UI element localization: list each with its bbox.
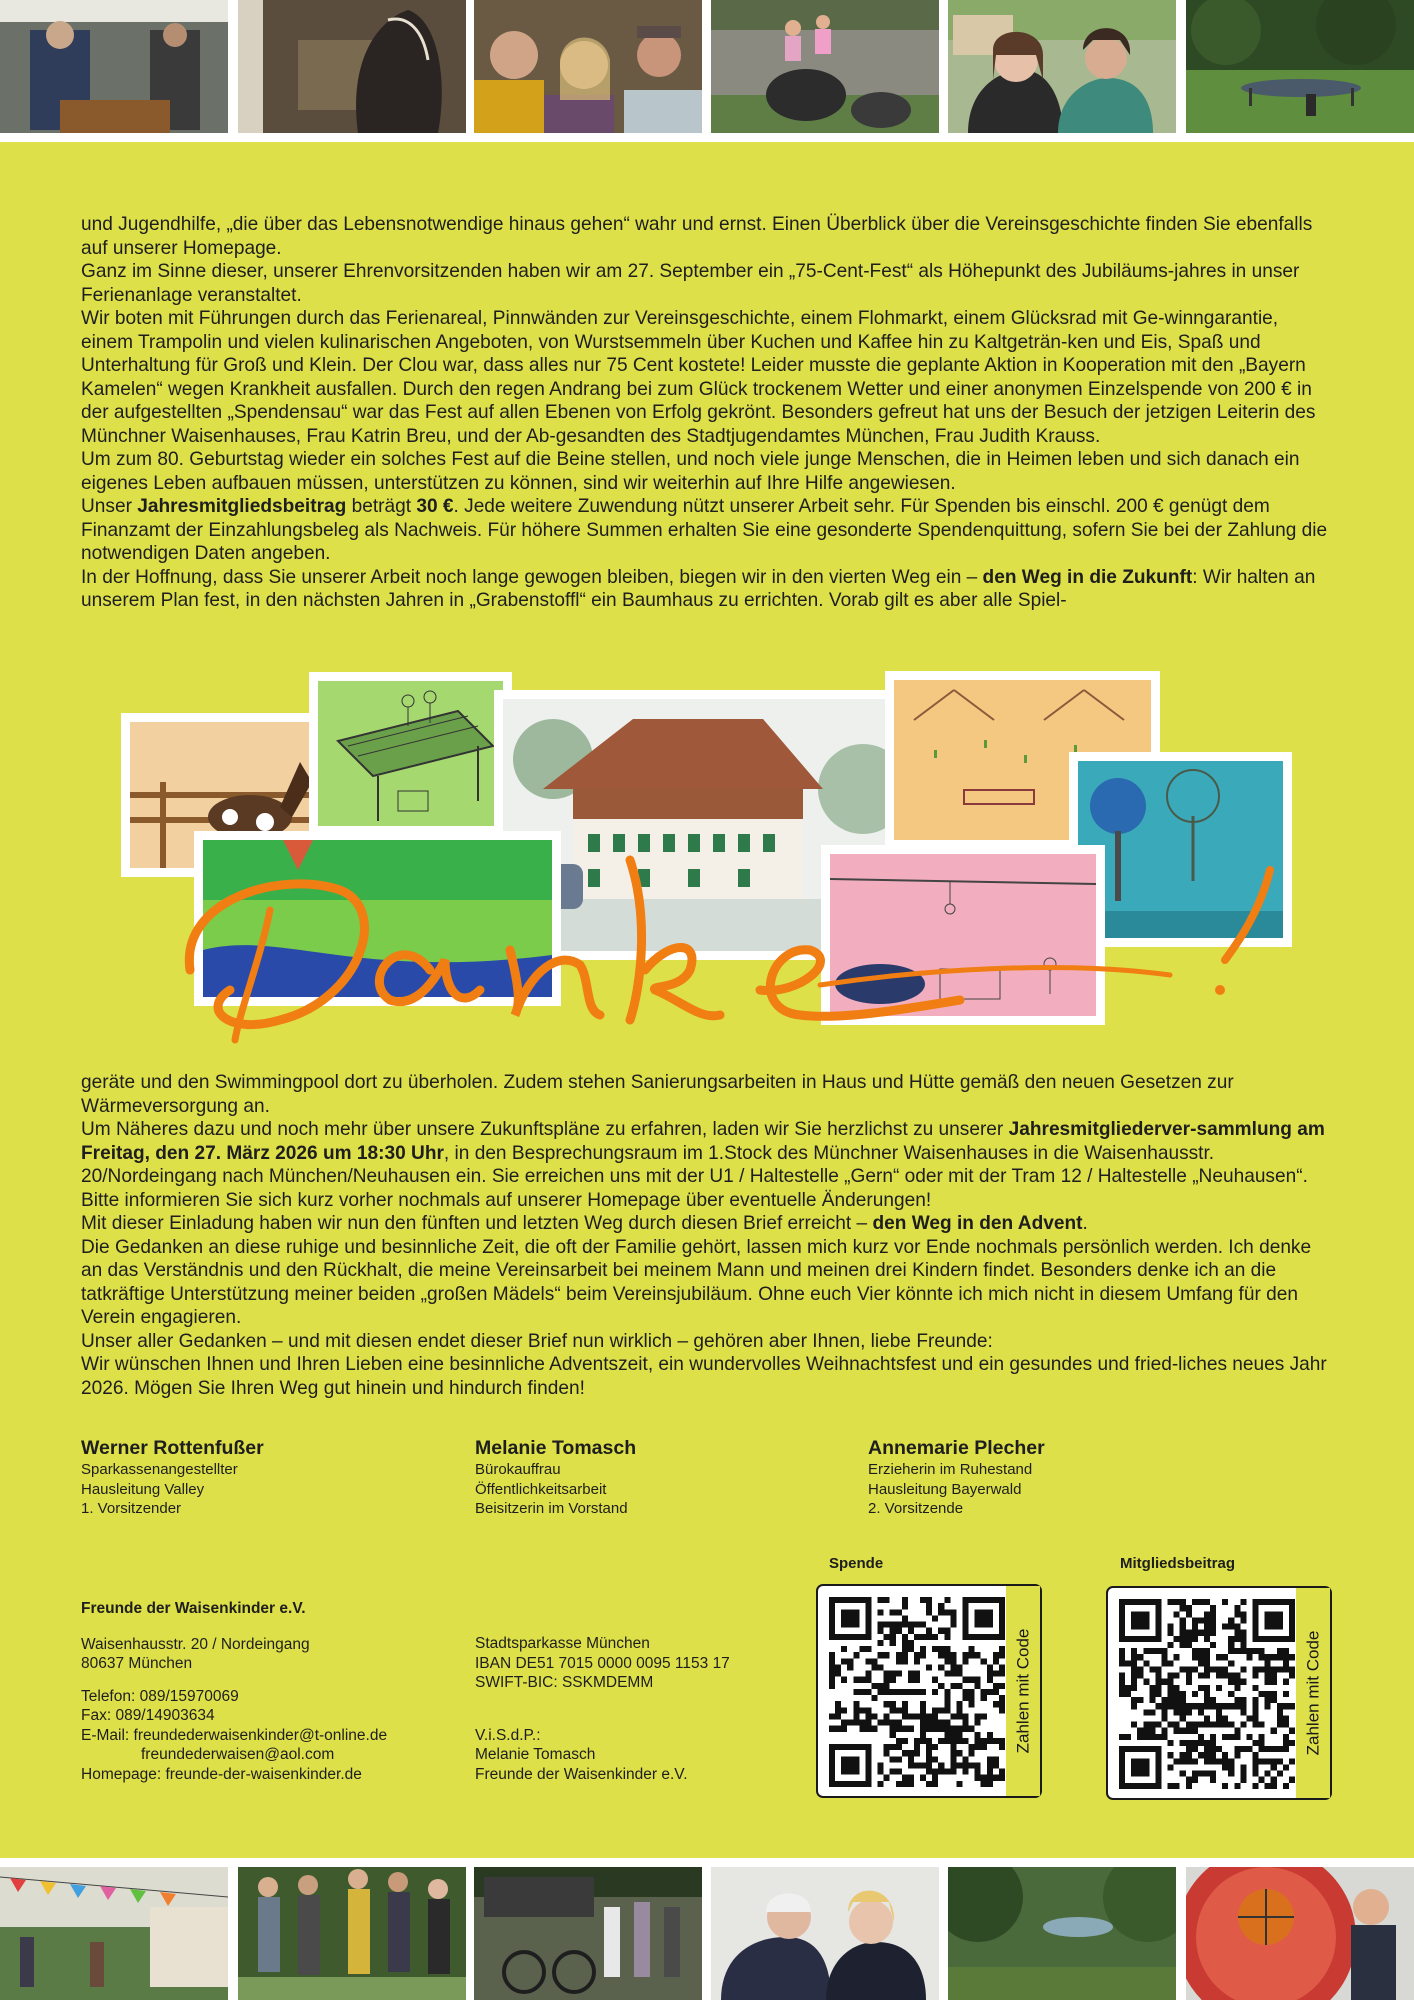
treehouse-drawing xyxy=(309,672,512,835)
visdp-label: V.i.S.d.P.: xyxy=(475,1726,541,1744)
qr-code-spende[interactable] xyxy=(816,1584,1042,1798)
phone-number: Telefon: 089/15970069 xyxy=(81,1687,239,1705)
signatory-role: Beisitzerin im Vorstand xyxy=(475,1500,628,1517)
letter-text-upper xyxy=(81,213,1333,613)
email-secondary[interactable]: freundederwaisen@aol.com xyxy=(141,1746,335,1763)
paragraph: In der Hoffnung, dass Sie unserer Arbeit noch lange gewogen bleiben, biegen wir in den vierten Weg ein – den Weg in die Zukunft: Wir halten an unserem Plan fest, in den nächsten Jahren in „Grabenstoffl“ ein Baumhaus zu errichten. Vorab gilt es aber alle Spiel- xyxy=(81,566,1316,611)
paragraph: Mit dieser Einladung haben wir nun den fünften und letzten Weg durch diesen Brief erreicht – den Weg in den Advent. xyxy=(81,1213,1088,1234)
signatory-role: Sparkassenangestellter xyxy=(81,1461,238,1478)
bank-details xyxy=(475,1634,815,1784)
qr-code-mitgliedsbeitrag[interactable] xyxy=(1106,1586,1332,1800)
paragraph: Unser aller Gedanken – und mit diesen endet dieser Brief nun wirklich – gehören aber Ihnen, liebe Freunde: xyxy=(81,1330,993,1352)
forest-pool-photo xyxy=(948,1867,1176,2000)
two-girls-photo xyxy=(948,0,1176,133)
visdp-organisation: Freunde der Waisenkinder e.V. xyxy=(475,1765,688,1783)
bicycles-crowd-photo xyxy=(474,1867,702,2000)
paragraph: Wir wünschen Ihnen und Ihren Lieben eine besinnliche Adventszeit, ein wundervolles Weihnachtsfest und ein gesundes und fried-liches neues Jahr 2026. Mögen Sie Ihren Weg gut hinein und hindurch finden! xyxy=(81,1354,1327,1399)
pay-with-code-caption: Zahlen mit Code xyxy=(1296,1588,1330,1798)
horse-photo xyxy=(238,0,466,133)
paragraph: Unser Jahresmitgliedsbeitrag beträgt 30 €. Jede weitere Zuwendung nützt unserer Arbeit sehr. Für Spenden bis einschl. 200 € genügt dem Finanzamt der Einzahlungsbeleg als Nachweis. Für höhere Summen erhalten Sie eine gesonderte Spendenquittung, sofern Sie bei der Zahlung die notwendigen Daten angeben. xyxy=(81,496,1328,564)
market-stand-photo xyxy=(0,0,228,133)
paragraph: Die Gedanken an diese ruhige und besinnliche Zeit, die oft der Familie gehört, lassen mich kurz vor Ende nochmals persönlich werden. Ich denke an das Verständnis und den Rückhalt, die meine Vereinsarbeit bei meinem Mann und meinen drei Kindern findet. Besonders denke ich an die tatkräftige Unterstützung meiner beiden „großen Mädels“ beim Vereinsjubiläum. Ohne euch Vier könnte ich mich nicht in diesem Umfang für den Verein engagieren. xyxy=(81,1236,1312,1328)
future-way-heading: den Weg in die Zukunft xyxy=(982,566,1193,588)
organisation-name: Freunde der Waisenkinder e.V. xyxy=(81,1600,306,1617)
signatory-role: 2. Vorsitzende xyxy=(868,1500,964,1517)
homepage-link[interactable]: Homepage: freunde-der-waisenkinder.de xyxy=(81,1765,362,1783)
meeting-date: Jahresmitgliederver-sammlung am Freitag, den 27. März 2026 um 18:30 Uhr xyxy=(81,1119,1325,1164)
signatory-role: Erzieherin im Ruhestand xyxy=(868,1461,1033,1478)
visdp-name: Melanie Tomasch xyxy=(475,1746,596,1763)
signatory-role: 1. Vorsitzender xyxy=(81,1500,182,1517)
group-standing-photo xyxy=(238,1867,466,2000)
festival-garden-photo xyxy=(0,1867,228,2000)
signatory-name: Annemarie Plecher xyxy=(868,1437,1045,1459)
qr-code-image xyxy=(1119,1599,1295,1789)
signatory-plecher xyxy=(868,1436,1228,1519)
trampoline-lawn-photo xyxy=(1186,0,1414,133)
paragraph: Um zum 80. Geburtstag wieder ein solches Fest auf die Beine stellen, und noch viele junge Menschen, die in Heimen leben und sich danach ein eigenes Leben aufbauen müssen, unterstützen zu können, sind wir weiterhin auf Ihre Hilfe angewiesen. xyxy=(81,449,1300,494)
qr-label-spende: Spende xyxy=(829,1555,884,1572)
pay-with-code-caption: Zahlen mit Code xyxy=(1006,1586,1040,1796)
danke-script xyxy=(160,820,1300,1060)
address-line: 80637 München xyxy=(81,1655,193,1672)
organisation-contact xyxy=(81,1599,461,1784)
address-line: Waisenhausstr. 20 / Nordeingang xyxy=(81,1635,310,1653)
group-selfie-photo xyxy=(474,0,702,133)
paragraph: Um Näheres dazu und noch mehr über unsere Zukunftspläne zu erfahren, laden wir Sie herzlichst zu unserer Jahresmitgliederver-sammlung am Freitag, den 27. März 2026 um 18:30 Uhr, in den Besprechungsraum im 1.Stock des Münchner Waisenhauses in die Waisenhausstr. 20/Nordeingang nach München/Neuhausen ein. Sie erreichen uns mit der U1 / Haltestelle „Gern“ oder mit der Tram 12 / Haltestelle „Neuhausen“. Bitte informieren Sie sich kurz vorher nochmals auf unserer Homepage über eventuelle Änderungen! xyxy=(81,1119,1325,1211)
signatory-rottenfusser xyxy=(81,1436,441,1519)
bottom-photo-strip xyxy=(0,1858,1414,2000)
paragraph: geräte und den Swimmingpool dort zu überholen. Zudem stehen Sanierungsarbeiten in Haus und Hütte gemäß den neuen Gesetzen zur Wärmeversorgung an. xyxy=(81,1072,1234,1117)
swift-bic: SWIFT-BIC: SSKMDEMM xyxy=(475,1674,654,1691)
signatory-role: Bürokauffrau xyxy=(475,1461,561,1478)
iban: IBAN DE51 7015 0000 0095 1153 17 xyxy=(475,1654,730,1672)
signatory-role: Öffentlichkeitsarbeit xyxy=(475,1480,607,1498)
signatory-role: Hausleitung Valley xyxy=(81,1480,205,1498)
qr-code-image xyxy=(829,1597,1005,1787)
paragraph: Ganz im Sinne dieser, unserer Ehrenvorsitzenden haben wir am 27. September ein „75-Cent-Fest“ als Höhepunkt des Jubiläums-jahres in unser Ferienanlage veranstaltet. xyxy=(81,261,1300,306)
paragraph: Wir boten mit Führungen durch das Ferienareal, Pinnwänden zur Vereinsgeschichte, einem Flohmarkt, einem Glücksrad mit Ge-winngarantie, einem Trampolin und vielen kulinarischen Angeboten, von Wurstsemmeln über Kuchen und Kaffee hin zu Kaltgeträn-ken und Eis, Spaß und Unterhaltung für Groß und Klein. Der Clou war, dass alles nur 75 Cent kostete! Leider musste die geplante Aktion in Kooperation mit den „Bayern Kamelen“ wegen Krankheit ausfallen. Durch den regen Andrang bei zum Glück trockenem Wetter und einer anonymen Einzelspende von 200 € in der aufgestellten „Spendensau“ war das Fest auf allen Ebenen von Erfolg gekrönt. Besonders gefreut hat uns der Besuch der jetzigen Leiterin des Münchner Waisenhauses, Frau Katrin Breu, und der Ab-gesandten des Stadtjugendamtes München, Frau Judith Krauss. xyxy=(81,308,1316,447)
signatory-tomasch xyxy=(475,1436,835,1519)
paragraph: und Jugendhilfe, „die über das Lebensnotwendige hinaus gehen“ wahr und ernst. Einen Überblick über die Vereinsgeschichte finden Sie ebenfalls auf unserer Homepage. xyxy=(81,214,1313,259)
qr-label-mitgliedsbeitrag: Mitgliedsbeitrag xyxy=(1120,1555,1236,1572)
top-photo-strip xyxy=(0,0,1414,142)
bank-name: Stadtsparkasse München xyxy=(475,1635,650,1652)
membership-fee-amount: 30 € xyxy=(416,496,454,517)
wheel-of-fortune-photo xyxy=(1186,1867,1414,2000)
advent-way-heading: den Weg in den Advent xyxy=(872,1213,1083,1234)
letter-text-lower xyxy=(81,1071,1333,1400)
fax-number: Fax: 089/14903634 xyxy=(81,1707,215,1724)
signatory-name: Melanie Tomasch xyxy=(475,1437,637,1459)
signatory-name: Werner Rottenfußer xyxy=(81,1437,264,1459)
two-women-photo xyxy=(711,1867,939,2000)
children-playing-photo xyxy=(711,0,939,133)
signatory-role: Hausleitung Bayerwald xyxy=(868,1480,1022,1498)
email-primary[interactable]: E-Mail: freundederwaisenkinder@t-online.de xyxy=(81,1726,388,1744)
membership-fee-label: Jahresmitgliedsbeitrag xyxy=(137,496,347,517)
